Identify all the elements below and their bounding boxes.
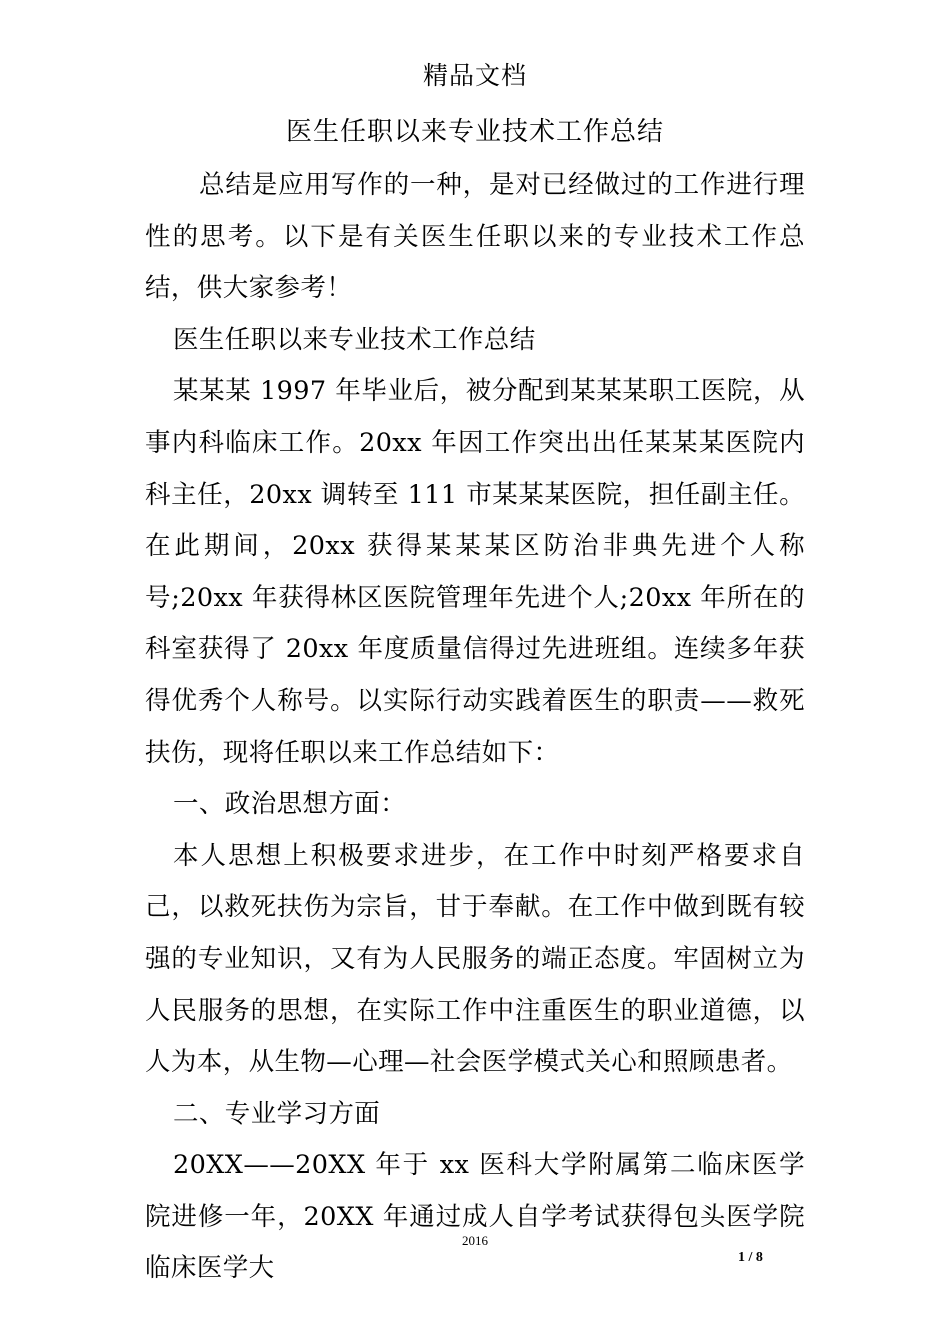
section-subtitle: 医生任职以来专业技术工作总结 [173, 324, 536, 355]
section-heading-study: 二、专业学习方面 [173, 1098, 381, 1129]
document-title: 医生任职以来专业技术工作总结 [285, 117, 664, 147]
political-paragraph: 本人思想上积极要求进步，在工作中时刻严格要求自己，以救死扶伤为宗旨，甘于奉献。在工作中做到既有较强的专业知识，又有为人民服务的端正态度。牢固树立为人民服务的思想，在实际工作中注重医生的职业道德，以人为本，从生物—心理—社会医学模式关心和照顾患者。 [145, 840, 805, 1078]
document-body [145, 160, 805, 1295]
study-paragraph: 20XX——20XX 年于 xx 医科大学附属第二临床医学院进修一年，20XX 年通过成人自学考试获得包头医学院临床医学大 [145, 1150, 805, 1284]
section-heading-political: 一、政治思想方面： [173, 789, 407, 820]
page-header: 精品文档 [422, 61, 527, 90]
page-number: 1 / 8 [738, 1250, 763, 1265]
intro-paragraph: 总结是应用写作的一种，是对已经做过的工作进行理性的思考。以下是有关医生任职以来的专业技术工作总结，供大家参考！ [145, 170, 805, 304]
background-paragraph: 某某某 1997 年毕业后，被分配到某某某职工医院，从事内科临床工作。20xx 年因工作突出出任某某某医院内科主任，20xx 调转至 111 市某某某医院，担任副主任。在此期间，20xx 获得某某某区防治非典先进个人称号;20xx 年获得林区医院管理年先进个人;20xx 年所在的科室获得了 20xx 年度质量信得过先进班组。连续多年获得优秀个人称号。以实际行动实践着医生的职责——救死扶伤，现将任职以来工作总结如下： [145, 376, 805, 768]
footer-year: 2016 [462, 1233, 488, 1248]
